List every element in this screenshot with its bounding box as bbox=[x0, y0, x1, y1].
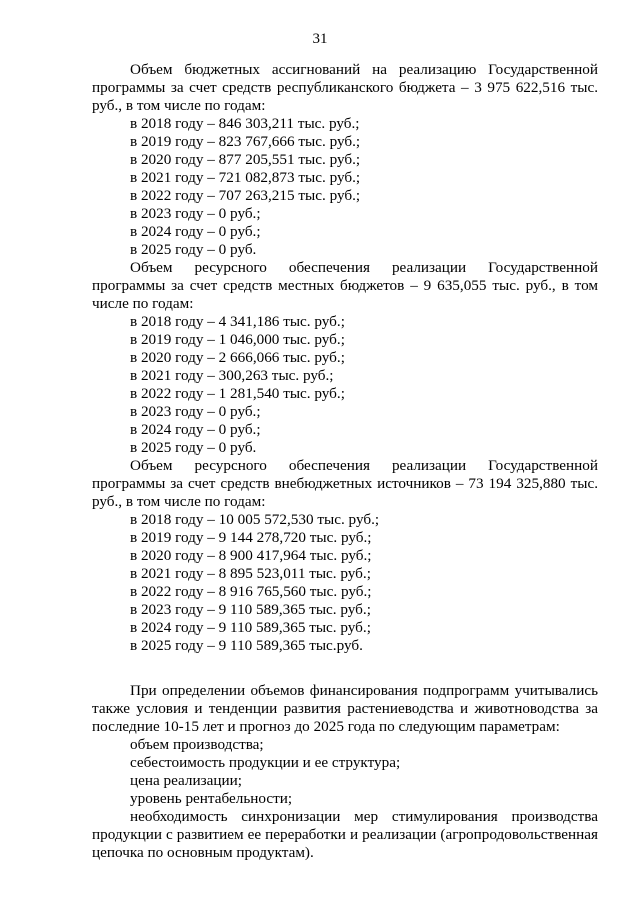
republican-budget-year-2022: в 2022 году – 707 263,215 тыс. руб.; bbox=[130, 187, 361, 204]
local-budget-year-2022: в 2022 году – 1 281,540 тыс. руб.; bbox=[130, 385, 345, 402]
local-budget-year-2021: в 2021 году – 300,263 тыс. руб.; bbox=[130, 367, 334, 384]
local-budget-years bbox=[92, 313, 598, 457]
financing-parameters-intro: При определении объемов финансирования подпрограмм учитывались также условия и тенденции развития растениеводства и животноводства за последние 10-15 лет и прогноз до 2025 года по следующим параметрам: bbox=[92, 682, 598, 735]
local-budget-year-2019: в 2019 году – 1 046,000 тыс. руб.; bbox=[130, 331, 345, 348]
republican-budget-year-2023: в 2023 году – 0 руб.; bbox=[130, 205, 261, 222]
parameter-sale-price: цена реализации; bbox=[130, 772, 242, 789]
document-body bbox=[92, 61, 598, 862]
page-number: 31 bbox=[312, 31, 328, 47]
republican-budget-year-2024: в 2024 году – 0 руб.; bbox=[130, 223, 261, 240]
republican-budget-year-2025: в 2025 году – 0 руб. bbox=[130, 241, 257, 258]
local-budget-year-2018: в 2018 году – 4 341,186 тыс. руб.; bbox=[130, 313, 345, 330]
extrabudgetary-years bbox=[92, 511, 598, 655]
extrabudgetary-year-2023: в 2023 году – 9 110 589,365 тыс. руб.; bbox=[130, 601, 371, 618]
extrabudgetary-year-2024: в 2024 году – 9 110 589,365 тыс. руб.; bbox=[130, 619, 371, 636]
republican-budget-year-2021: в 2021 году – 721 082,873 тыс. руб.; bbox=[130, 169, 361, 186]
parameter-profitability: уровень рентабельности; bbox=[130, 790, 293, 807]
section-spacer bbox=[92, 655, 598, 673]
section-spacer-small bbox=[92, 673, 598, 682]
financing-parameters-list bbox=[92, 736, 598, 808]
local-budget-year-2024: в 2024 году – 0 руб.; bbox=[130, 421, 261, 438]
extrabudgetary-year-2020: в 2020 году – 8 900 417,964 тыс. руб.; bbox=[130, 547, 372, 564]
extrabudgetary-year-2021: в 2021 году – 8 895 523,011 тыс. руб.; bbox=[130, 565, 371, 582]
republican-budget-year-2020: в 2020 году – 877 205,551 тыс. руб.; bbox=[130, 151, 361, 168]
extrabudgetary-year-2022: в 2022 году – 8 916 765,560 тыс. руб.; bbox=[130, 583, 372, 600]
local-budget-year-2025: в 2025 году – 0 руб. bbox=[130, 439, 257, 456]
local-budget-year-2023: в 2023 году – 0 руб.; bbox=[130, 403, 261, 420]
republican-budget-year-2018: в 2018 году – 846 303,211 тыс. руб.; bbox=[130, 115, 360, 132]
republican-budget-years bbox=[92, 115, 598, 259]
extrabudgetary-year-2025: в 2025 году – 9 110 589,365 тыс.руб. bbox=[130, 637, 363, 654]
parameter-production-cost: себестоимость продукции и ее структура; bbox=[130, 754, 401, 771]
republican-budget-intro: Объем бюджетных ассигнований на реализацию Государственной программы за счет средств республиканского бюджета – 3 975 622,516 тыс. руб., в том числе по годам: bbox=[92, 61, 598, 114]
extrabudgetary-intro: Объем ресурсного обеспечения реализации Государственной программы за счет средств внебюджетных источников – 73 194 325,880 тыс. руб., в том числе по годам: bbox=[92, 457, 598, 510]
local-budget-intro: Объем ресурсного обеспечения реализации Государственной программы за счет средств местных бюджетов – 9 635,055 тыс. руб., в том числе по годам: bbox=[92, 259, 598, 312]
extrabudgetary-year-2019: в 2019 году – 9 144 278,720 тыс. руб.; bbox=[130, 529, 372, 546]
local-budget-year-2020: в 2020 году – 2 666,066 тыс. руб.; bbox=[130, 349, 345, 366]
parameter-production-volume: объем производства; bbox=[130, 736, 264, 753]
republican-budget-year-2019: в 2019 году – 823 767,666 тыс. руб.; bbox=[130, 133, 361, 150]
parameter-synchronization: необходимость синхронизации мер стимулирования производства продукции с развитием ее переработки и реализации (агропродовольственная цепочка по основным продуктам). bbox=[92, 808, 598, 861]
extrabudgetary-year-2018: в 2018 году – 10 005 572,530 тыс. руб.; bbox=[130, 511, 380, 528]
